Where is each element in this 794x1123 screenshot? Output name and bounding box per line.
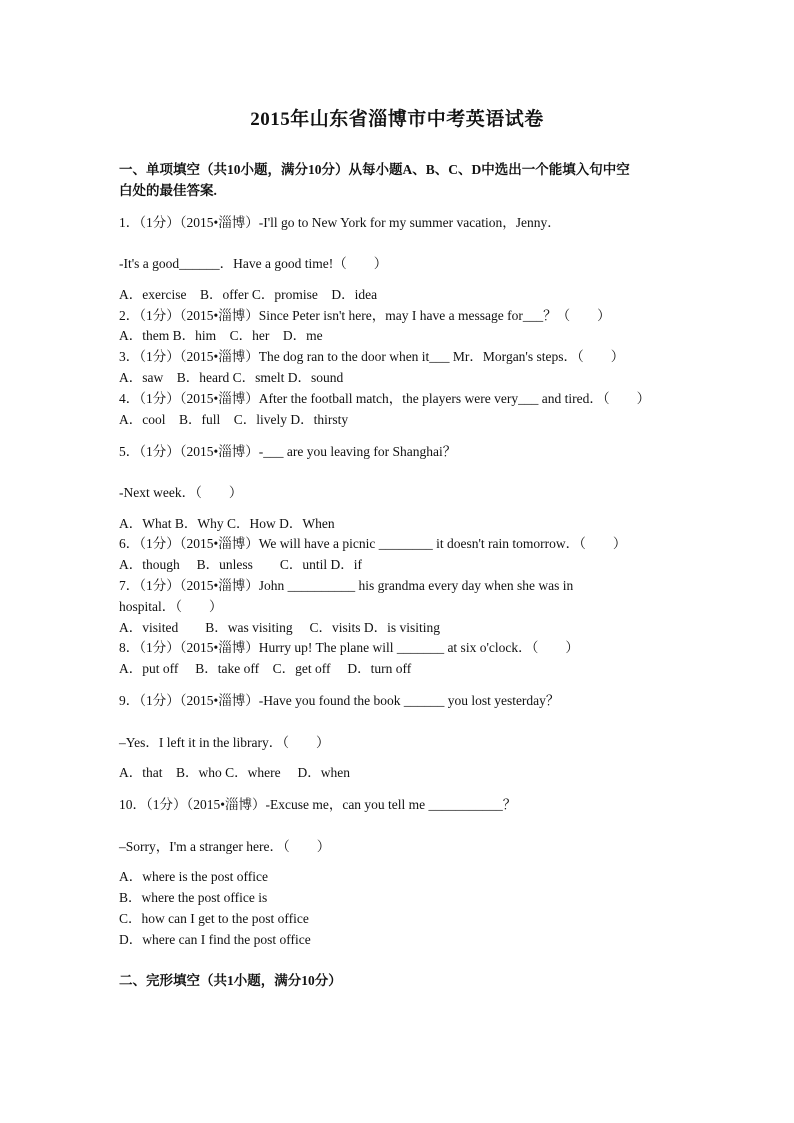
- question-10-prompt: 10．（1分）（2015•淄博）-Excuse me，can you tell me ___________？: [119, 797, 517, 812]
- question-2-options: A．them B．him C．her D．me: [119, 328, 323, 343]
- question-2-prompt: 2．（1分）（2015•淄博）Since Peter isn't here，may I have a message for___？（ ）: [119, 308, 611, 323]
- question-6-options: A．though B．unless C．until D．if: [119, 557, 363, 572]
- question-6-prompt: 6．（1分）（2015•淄博）We will have a picnic ________ it doesn't rain tomorrow．（ ）: [119, 536, 627, 551]
- question-5-reply: -Next week．（ ）: [119, 485, 243, 500]
- question-8-options: A．put off B．take off C．get off D．turn off: [119, 661, 412, 676]
- question-4-options: A．cool B．full C．lively D．thirsty: [119, 412, 349, 427]
- page-title: 2015年山东省淄博市中考英语试卷: [250, 109, 544, 130]
- question-7-prompt-cont: hospital．（ ）: [119, 599, 223, 614]
- question-5-options: A．What B．Why C．How D．When: [119, 516, 335, 531]
- question-9-reply: –Yes．I left it in the library．（ ）: [119, 735, 330, 750]
- question-10-option-a: A．where is the post office: [119, 869, 268, 884]
- section1-heading-line2: 白处的最佳答案.: [119, 183, 217, 198]
- question-1-options: A．exercise B．offer C．promise D．idea: [119, 287, 378, 302]
- section2-heading: 二、完形填空（共1小题，满分10分）: [119, 973, 342, 988]
- question-1-reply: -It's a good______．Have a good time!（ ）: [119, 256, 388, 271]
- question-7-prompt: 7．（1分）（2015•淄博）John __________ his grandma every day when she was in: [119, 578, 574, 593]
- question-10-reply: –Sorry，I'm a stranger here．（ ）: [119, 839, 331, 854]
- question-10-option-d: D．where can I find the post office: [119, 932, 311, 947]
- question-10-option-b: B．where the post office is: [119, 890, 268, 905]
- question-5-prompt: 5．（1分）（2015•淄博）-___ are you leaving for Shanghai？: [119, 444, 457, 459]
- section1-heading-line1: 一、单项填空（共10小题，满分10分）从每小题A、B、C、D中选出一个能填入句中空: [119, 162, 630, 177]
- question-1-prompt: 1．（1分）（2015•淄博）-I'll go to New York for my summer vacation，Jenny．: [119, 215, 561, 230]
- question-9-options: A．that B．who C．where D．when: [119, 765, 350, 780]
- question-10-option-c: C．how can I get to the post office: [119, 911, 309, 926]
- question-3-options: A．saw B．heard C．smelt D．sound: [119, 370, 344, 385]
- question-3-prompt: 3．（1分）（2015•淄博）The dog ran to the door when it___ Mr．Morgan's steps．（ ）: [119, 349, 625, 364]
- question-8-prompt: 8．（1分）（2015•淄博）Hurry up! The plane will _______ at six o'clock．（ ）: [119, 640, 579, 655]
- question-4-prompt: 4．（1分）（2015•淄博）After the football match，the players were very___ and tired．（ ）: [119, 391, 651, 406]
- question-9-prompt: 9．（1分）（2015•淄博）-Have you found the book ______ you lost yesterday？: [119, 693, 560, 708]
- question-7-options: A．visited B．was visiting C．visits D．is visiting: [119, 620, 441, 635]
